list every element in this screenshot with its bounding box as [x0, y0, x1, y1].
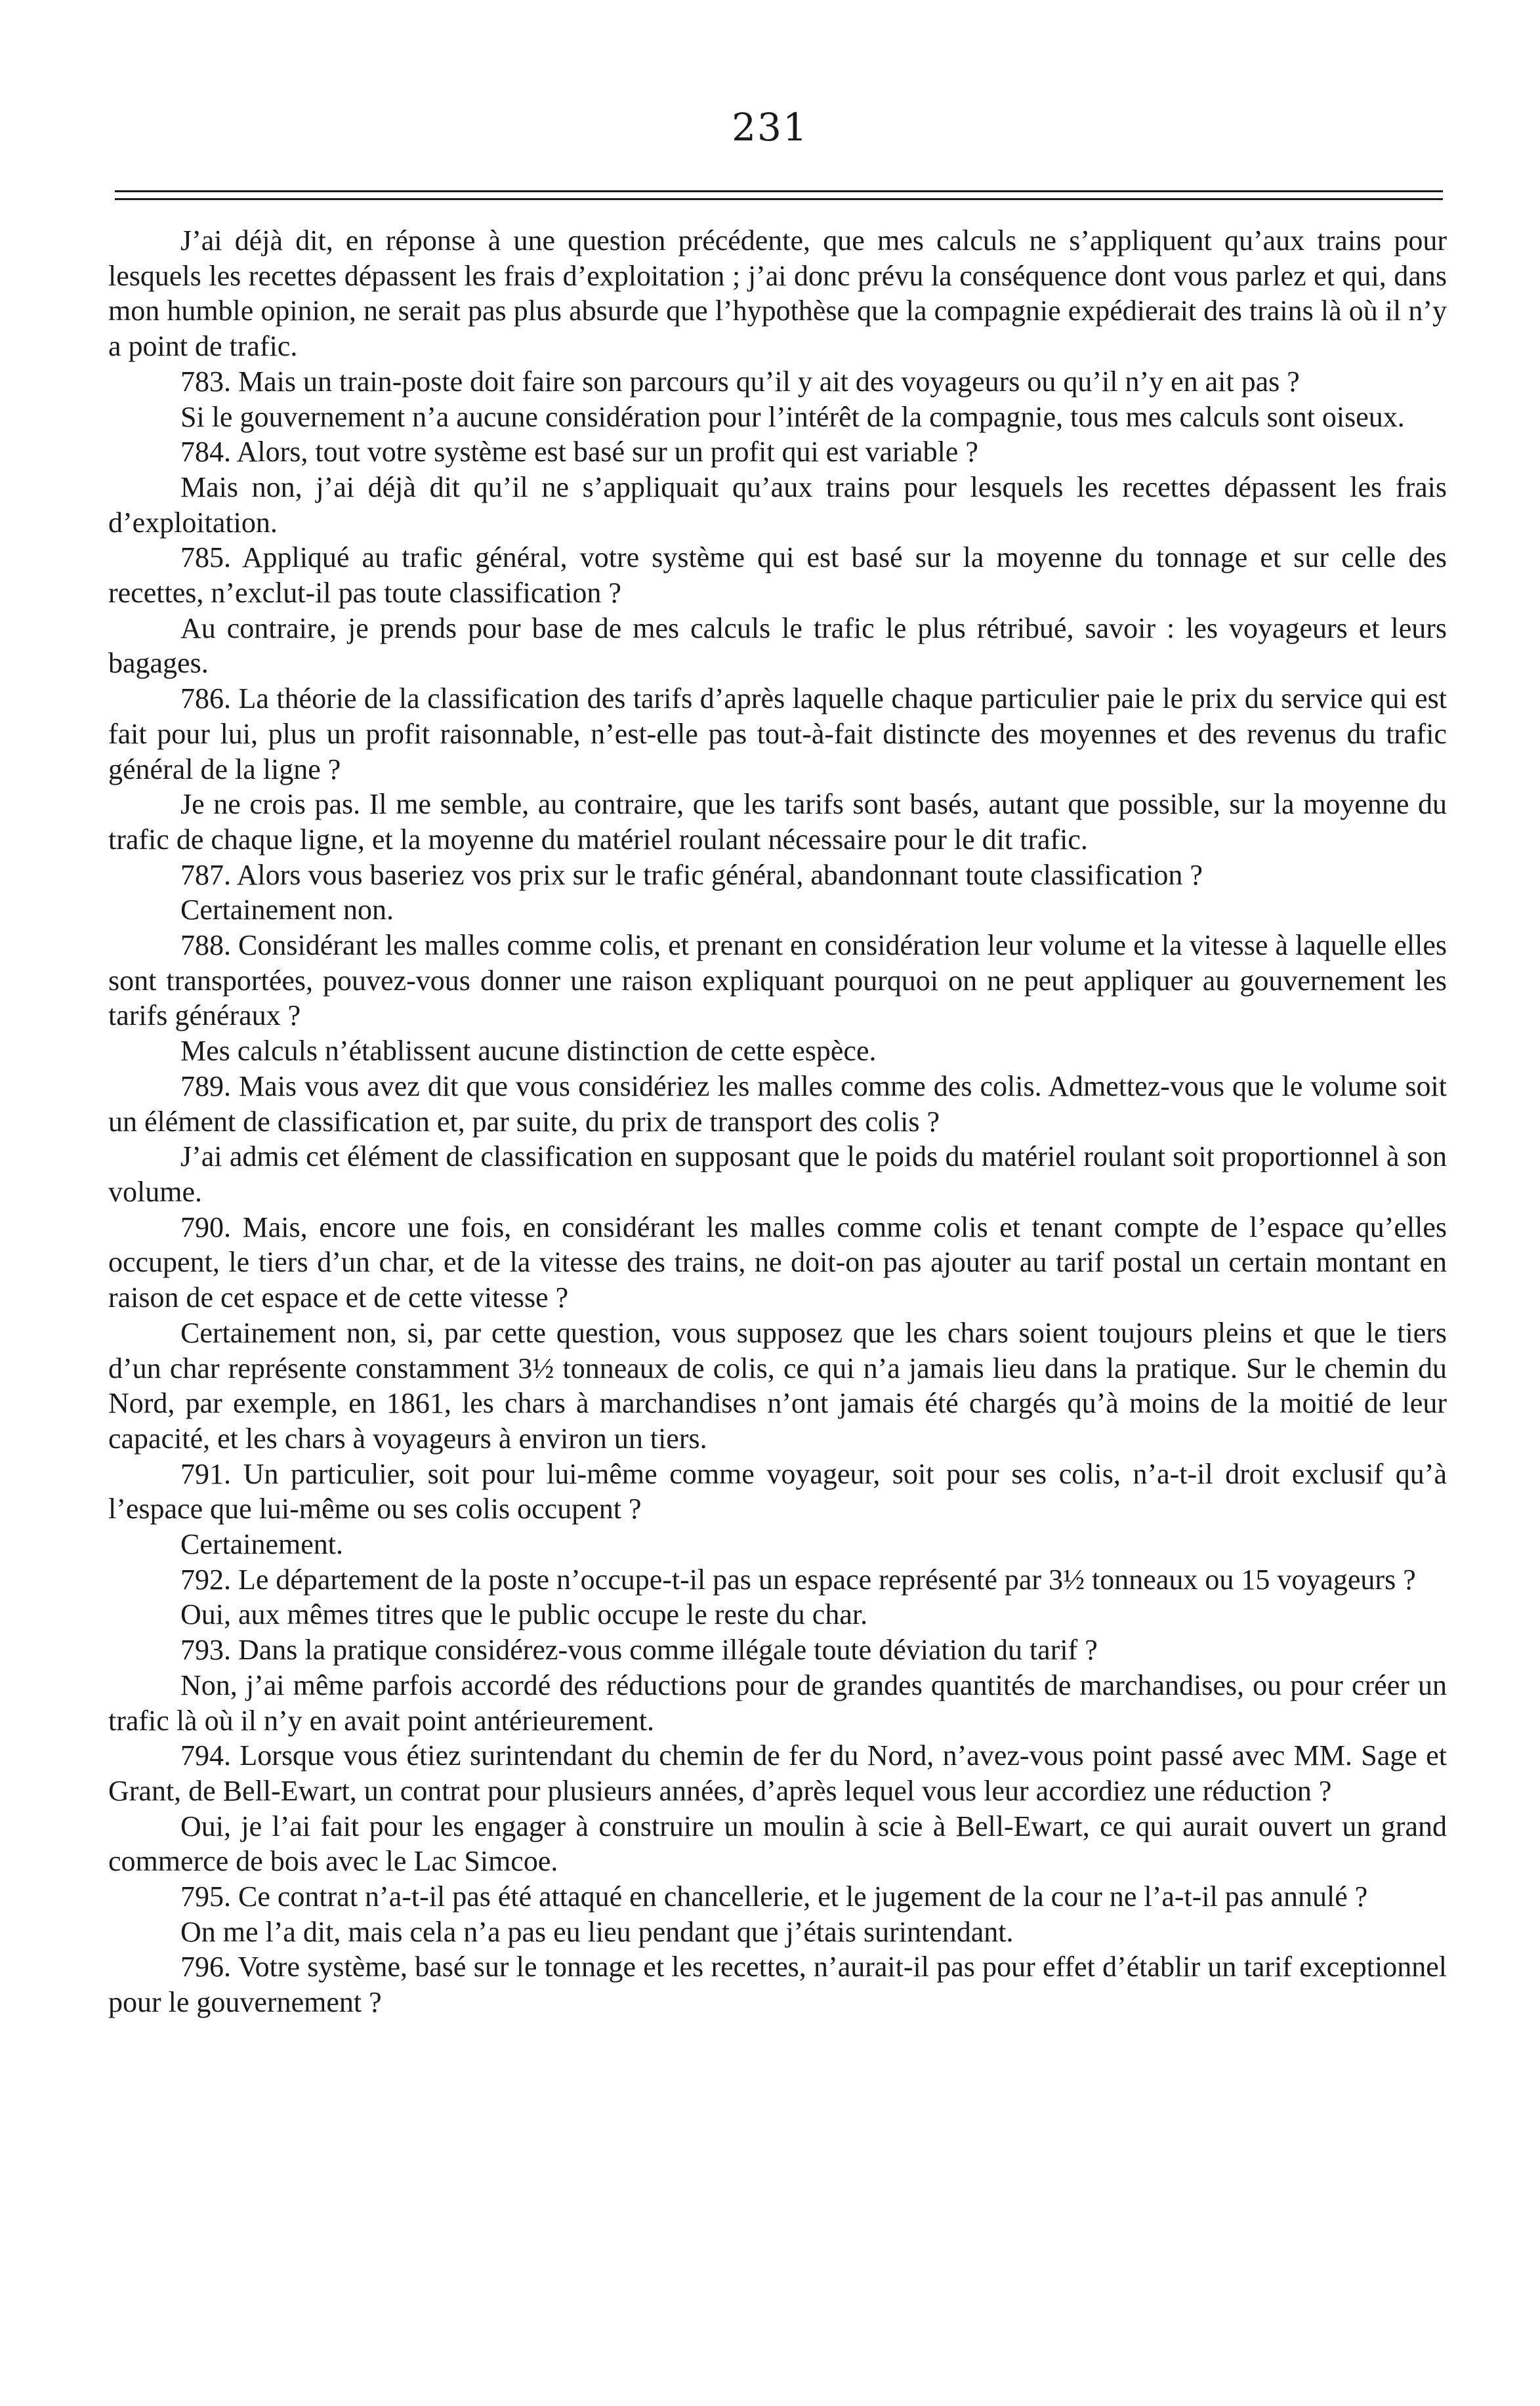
paragraph: Au contraire, je prends pour base de mes calculs le trafic le plus rétribué, savoir : les voyageurs et leurs bagages.: [108, 612, 1447, 680]
paragraph: 784. Alors, tout votre système est basé sur un profit qui est variable ?: [180, 436, 978, 468]
paragraph: 795. Ce contrat n’a-t-il pas été attaqué en chancellerie, et le jugement de la cour ne l’a-t-il pas annulé ?: [180, 1880, 1368, 1913]
header-rule: [115, 198, 1443, 200]
paragraph: 789. Mais vous avez dit que vous considériez les malles comme des colis. Admettez-vous que le volume soit un élément de classification et, par suite, du prix de transport des colis ?: [108, 1069, 1447, 1138]
paragraph: 794. Lorsque vous étiez surintendant du chemin de fer du Nord, n’avez-vous point passé avec MM. Sage et Grant, de Bell-Ewart, un contrat pour plusieurs années, d’après lequel vous leur accordiez une réduction ?: [108, 1739, 1447, 1807]
paragraph: Mes calculs n’établissent aucune distinction de cette espèce.: [180, 1035, 877, 1068]
paragraph: Non, j’ai même parfois accordé des réductions pour de grandes quantités de marchandises, ou pour créer un trafic là où il n’y en avait point antérieurement.: [108, 1669, 1447, 1737]
paragraph: 791. Un particulier, soit pour lui-même comme voyageur, soit pour ses colis, n’a-t-il droit exclusif qu’à l’espace que lui-même ou ses colis occupent ?: [108, 1457, 1447, 1525]
paragraph: Oui, je l’ai fait pour les engager à construire un moulin à scie à Bell-Ewart, ce qui aurait ouvert un grand commerce de bois avec le Lac Simcoe.: [108, 1810, 1447, 1878]
paragraph: Oui, aux mêmes titres que le public occupe le reste du char.: [180, 1598, 868, 1631]
paragraph: J’ai admis cet élément de classification en supposant que le poids du matériel roulant soit proportionnel à son volume.: [108, 1140, 1447, 1208]
paragraph: Si le gouvernement n’a aucune considération pour l’intérêt de la compagnie, tous mes calculs sont oiseux.: [180, 400, 1405, 433]
paragraph: 790. Mais, encore une fois, en considérant les malles comme colis et tenant compte de l’espace qu’elles occupent, le tiers d’un char, et de la vitesse des trains, ne doit-on pas ajouter au tarif postal un certain montant en raison de cet espace et de cette vitesse ?: [108, 1211, 1447, 1314]
paragraph: Certainement.: [180, 1528, 344, 1561]
paragraph: 788. Considérant les malles comme colis, et prenant en considération leur volume et la vitesse à laquelle elles sont transportées, pouvez-vous donner une raison expliquant pourquoi on ne peut appliquer au gouvernement les tarifs généraux ?: [108, 929, 1447, 1032]
page-number: 231: [732, 105, 808, 150]
paragraph: 786. La théorie de la classification des tarifs d’après laquelle chaque particulier paie le prix du service qui est fait pour lui, plus un profit raisonnable, n’est-elle pas tout-à-fait distincte des moyennes et des revenus du trafic général de la ligne ?: [108, 682, 1447, 785]
paragraph: Certainement non, si, par cette question, vous supposez que les chars soient toujours pleins et que le tiers d’un char représente constamment 3½ tonneaux de colis, ce qui n’a jamais lieu dans la pratique. Sur le chemin du Nord, par exemple, en 1861, les chars à marchandises n’ont jamais été chargés qu’à moins de la moitié de leur capacité, et les chars à voyageurs à environ un tiers.: [108, 1316, 1447, 1455]
paragraph: 783. Mais un train-poste doit faire son parcours qu’il y ait des voyageurs ou qu’il n’y en ait pas ?: [180, 365, 1300, 398]
body-text: [108, 223, 1447, 2020]
paragraph: Certainement non.: [180, 894, 394, 926]
paragraph: 787. Alors vous baseriez vos prix sur le trafic général, abandonnant toute classification ?: [180, 858, 1203, 891]
paragraph: 793. Dans la pratique considérez-vous comme illégale toute déviation du tarif ?: [180, 1634, 1098, 1667]
paragraph: J’ai déjà dit, en réponse à une question précédente, que mes calculs ne s’appliquent qu’aux trains pour lesquels les recettes dépassent les frais d’exploitation ; j’ai donc prévu la conséquence dont vous parlez et qui, dans mon humble opinion, ne serait pas plus absurde que l’hypothèse que la compagnie expédierait des trains là où il n’y a point de trafic.: [108, 224, 1447, 363]
header-rule: [115, 190, 1443, 192]
paragraph: On me l’a dit, mais cela n’a pas eu lieu pendant que j’étais surintendant.: [180, 1915, 1014, 1948]
paragraph: 785. Appliqué au trafic général, votre système qui est basé sur la moyenne du tonnage et sur celle des recettes, n’exclut-il pas toute classification ?: [108, 541, 1447, 610]
paragraph: 792. Le département de la poste n’occupe-t-il pas un espace représenté par 3½ tonneaux ou 15 voyageurs ?: [180, 1563, 1416, 1596]
paragraph: Mais non, j’ai déjà dit qu’il ne s’appliquait qu’aux trains pour lesquels les recettes dépassent les frais d’exploitation.: [108, 470, 1447, 539]
paragraph: 796. Votre système, basé sur le tonnage et les recettes, n’aurait-il pas pour effet d’établir un tarif exceptionnel pour le gouvernement ?: [108, 1951, 1447, 2019]
paragraph: Je ne crois pas. Il me semble, au contraire, que les tarifs sont basés, autant que possible, sur la moyenne du trafic de chaque ligne, et la moyenne du matériel roulant nécessaire pour le dit trafic.: [108, 788, 1447, 856]
